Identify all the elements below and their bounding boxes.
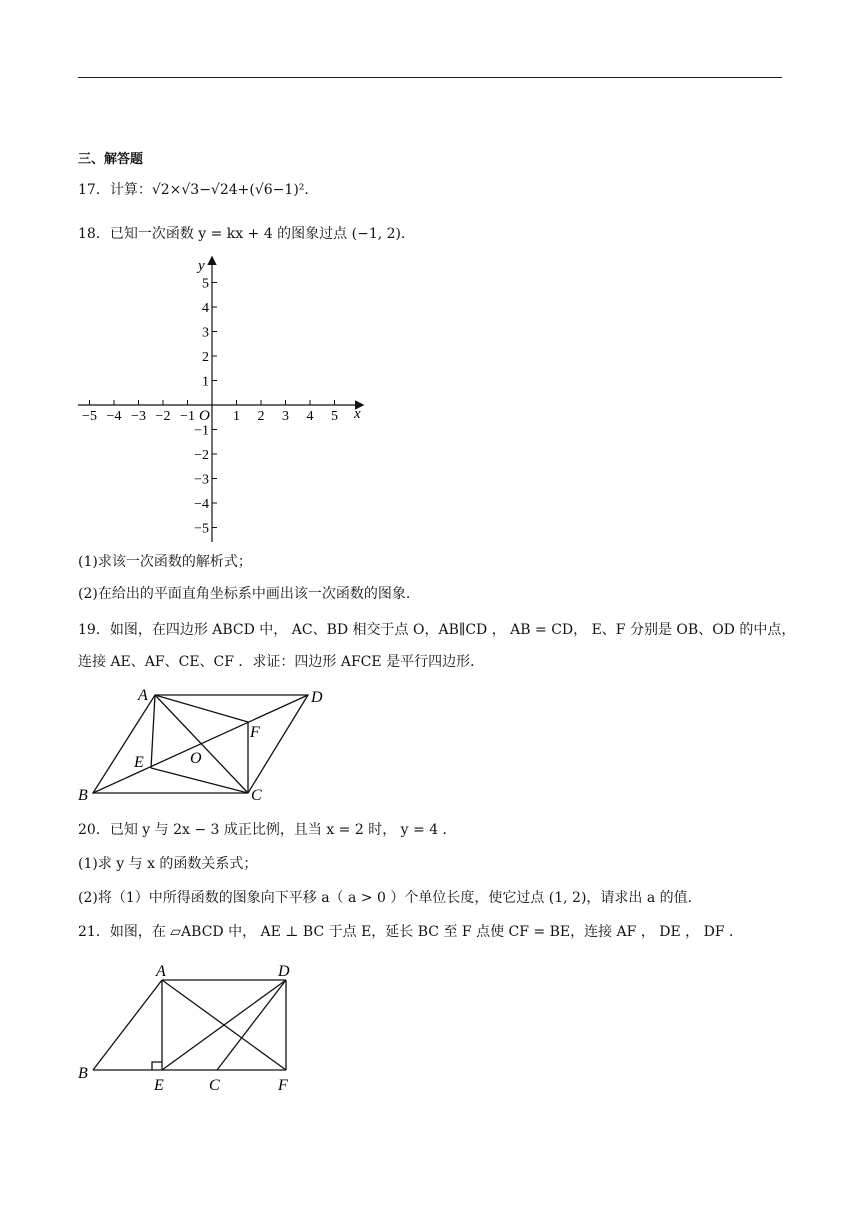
y-axis-label: y <box>198 258 205 274</box>
y-tick-label: 4 <box>202 301 209 316</box>
label-a: A <box>138 687 148 704</box>
x-tick-label: −2 <box>155 409 171 424</box>
origin-label: O <box>199 408 210 424</box>
segment-dc <box>217 980 286 1070</box>
label-b: B <box>78 1065 88 1082</box>
y-tick-label: 1 <box>202 374 209 390</box>
x-tick-label: 3 <box>282 409 289 424</box>
y-tick-label: 3 <box>202 325 209 341</box>
x-tick-label: 1 <box>233 409 240 424</box>
y-tick-label: −2 <box>194 448 209 463</box>
label-o: O <box>190 750 202 767</box>
label-d: D <box>278 963 290 980</box>
question-20-part2: (2)将（1）中所得函数的图象向下平移 a（ a > 0 ）个单位长度，使它过点 (1, 2)，请求出 a 的值． <box>78 890 702 906</box>
label-a: A <box>156 963 166 980</box>
y-tick-label: 5 <box>202 276 209 292</box>
question-19-line1: 19．如图，在四边形 ABCD 中， AC、BD 相交于点 O，AB∥CD ， AB = CD， E、F 分别是 OB、OD 的中点， <box>78 622 796 638</box>
x-tick-label: 2 <box>257 409 265 424</box>
question-20: 20．已知 y 与 2x − 3 成正比例，且当 x = 2 时， y = 4 ． <box>78 822 457 838</box>
x-tick-label: −3 <box>131 409 146 424</box>
x-tick-label: −5 <box>82 409 97 424</box>
y-tick-label: −5 <box>194 521 209 537</box>
x-tick-label: 4 <box>306 409 314 424</box>
label-e: E <box>134 754 144 771</box>
question-19-line2: 连接 AE、AF、CE、CF ．求证：四边形 AFCE 是平行四边形． <box>78 654 485 670</box>
y-tick-label: −3 <box>194 472 209 488</box>
label-c: C <box>251 787 262 804</box>
label-b: B <box>78 787 88 804</box>
y-tick-label: 2 <box>202 350 209 365</box>
label-d: D <box>311 689 323 706</box>
segment-ab <box>93 980 162 1070</box>
label-c: C <box>209 1077 220 1094</box>
y-tick-label: −1 <box>194 423 209 439</box>
label-f: F <box>250 724 260 741</box>
x-tick-label: 5 <box>331 409 338 424</box>
label-f: F <box>278 1077 288 1094</box>
question-18-part2: (2)在给出的平面直角坐标系中画出该一次函数的图象. <box>78 586 411 602</box>
question-20-part1: (1)求 y 与 x 的函数关系式； <box>78 856 258 872</box>
right-angle-mark <box>152 1062 162 1070</box>
question-18: 18．已知一次函数 y = kx + 4 的图象过点 (−1, 2)． <box>78 226 415 242</box>
x-axis-label: x <box>354 406 361 422</box>
x-tick-label: −1 <box>180 409 195 424</box>
label-e: E <box>154 1077 164 1094</box>
y-tick-label: −4 <box>194 497 209 512</box>
question-18-part1: (1)求该一次函数的解析式； <box>78 554 252 570</box>
question-17: 17．计算：√2×√3−√24+(√6−1)²． <box>78 182 319 198</box>
x-tick-label: −4 <box>106 409 122 424</box>
question-21: 21．如图，在 ▱ABCD 中， AE ⊥ BC 于点 E，延长 BC 至 F 点使 CF = BE，连接 AF ， DE ， DF ． <box>78 924 743 940</box>
section-title: 三、解答题 <box>78 152 144 167</box>
